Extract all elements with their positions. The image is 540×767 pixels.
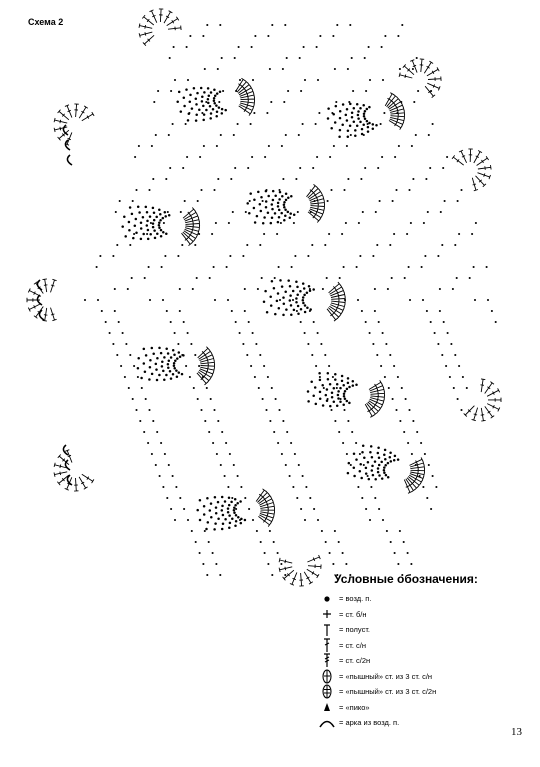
- legend-text: = «пышный» ст. из 3 ст. с/н: [339, 671, 433, 681]
- legend-title: Условные обозначения:: [334, 572, 478, 586]
- legend: [318, 572, 528, 731]
- half-double-crochet-icon: [318, 622, 336, 637]
- chain-dot-icon: [318, 591, 336, 606]
- legend-text: = ст. с/н: [339, 640, 366, 650]
- double-crochet-icon: [318, 638, 336, 653]
- legend-item-dc: [318, 638, 528, 654]
- legend-text: = ст. с/2н: [339, 656, 371, 666]
- legend-text: = «пико»: [339, 702, 370, 712]
- legend-item-hdc: [318, 622, 528, 638]
- legend-text: = полуст.: [339, 625, 371, 635]
- legend-item-puff-dc: [318, 669, 528, 685]
- puff-stitch-tall-icon: [318, 684, 336, 699]
- legend-text: = арка из возд. п.: [339, 718, 400, 728]
- legend-text: = ст. б/н: [339, 609, 367, 619]
- picot-icon: [318, 700, 336, 715]
- legend-item-arch: [318, 715, 528, 731]
- puff-stitch-icon: [318, 669, 336, 684]
- legend-item-tr: [318, 653, 528, 669]
- legend-text: = возд. п.: [339, 594, 372, 604]
- chain-arch-icon: [318, 715, 336, 730]
- page-number: 13: [511, 726, 522, 738]
- crochet-stitch-pattern: [27, 9, 501, 586]
- legend-item-puff-tr: [318, 684, 528, 700]
- legend-item-sc: [318, 607, 528, 623]
- cross-stitch-icon: [318, 607, 336, 622]
- legend-item-chain: [318, 591, 528, 607]
- legend-text: = «пышный» ст. из 3 ст. с/2н: [339, 687, 437, 697]
- treble-crochet-icon: [318, 653, 336, 668]
- legend-item-picot: [318, 700, 528, 716]
- scheme-title: Схема 2: [28, 17, 64, 27]
